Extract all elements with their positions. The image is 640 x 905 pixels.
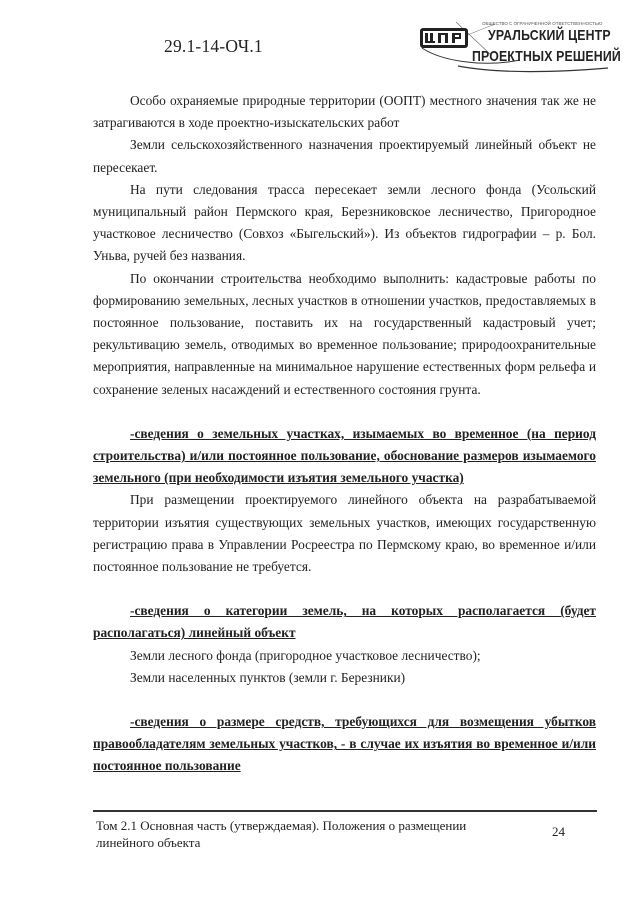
spacer <box>93 689 596 711</box>
logo-company-form: ОБЩЕСТВО С ОГРАНИЧЕННОЙ ОТВЕТСТВЕННОСТЬЮ <box>482 21 603 26</box>
page-number: 24 <box>552 824 565 839</box>
footer-divider <box>93 810 597 812</box>
section-heading: -сведения о земельных участках, изымаемых во временное (на период строительства) и/или постоянное пользование, обоснование размеров изымаемого земельного (при необходимости изъятия земельного участка) <box>93 425 596 486</box>
company-logo <box>420 14 621 74</box>
spacer <box>93 401 596 423</box>
paragraph: Земли лесного фонда (пригородное участковое лесничество); <box>130 647 481 663</box>
document-code: 29.1-14-ОЧ.1 <box>164 36 263 56</box>
logo-emblem <box>420 28 468 48</box>
paragraph: На пути следования трасса пересекает земли лесного фонда (Усольский муниципальный район Пермского края, Березниковское лесничество, Пригородное участковое лесничество (Совхоз «Быгельский»). Из объектов гидрографии – р. Бол. Уньва, ручей без названия. <box>93 181 596 264</box>
section-heading: -сведения о категории земель, на которых располагается (будет располагаться) линейный объект <box>93 603 596 641</box>
paragraph: По окончании строительства необходимо выполнить: кадастровые работы по формированию земельных, лесных участков в отношении участков, предоставляемых в постоянное пользование, поставить их на государственный кадастровый учет; рекультивацию земель, отводимых во временное пользование; природоохранительные мероприятия, направленные на минимальное нарушение естественных форм рельефа и сохранение зеленых насаждений и естественного состояния грунта. <box>93 270 596 397</box>
paragraph: При размещении проектируемого линейного объекта на разрабатываемой территории изъятия существующих земельных участков, имеющих государственную регистрацию права в Управлении Росреестра по Пермскому краю, во временное и/или постоянное пользование не требуется. <box>93 492 596 575</box>
paragraph: Особо охраняемые природные территории (ООПТ) местного значения так же не затрагиваются в ходе проектно-изыскательских работ <box>93 93 596 131</box>
paragraph: Земли сельскохозяйственного назначения проектируемый линейный объект не пересекает. <box>93 137 596 175</box>
logo-name-line2: ПРОЕКТНЫХ РЕШЕНИЙ <box>472 48 621 65</box>
document-body <box>93 90 596 778</box>
spacer <box>93 578 596 600</box>
section-heading: -сведения о размере средств, требующихся для возмещения убытков правообладателям земельных участков, - в случае их изъятия во временное и/или постоянное пользование <box>93 714 596 774</box>
footer-volume-title: Том 2.1 Основная часть (утверждаемая). Положения о размещении линейного объекта <box>96 818 467 850</box>
paragraph: Земли населенных пунктов (земли г. Березники) <box>130 669 406 685</box>
logo-name-line1: УРАЛЬСКИЙ ЦЕНТР <box>488 27 611 44</box>
